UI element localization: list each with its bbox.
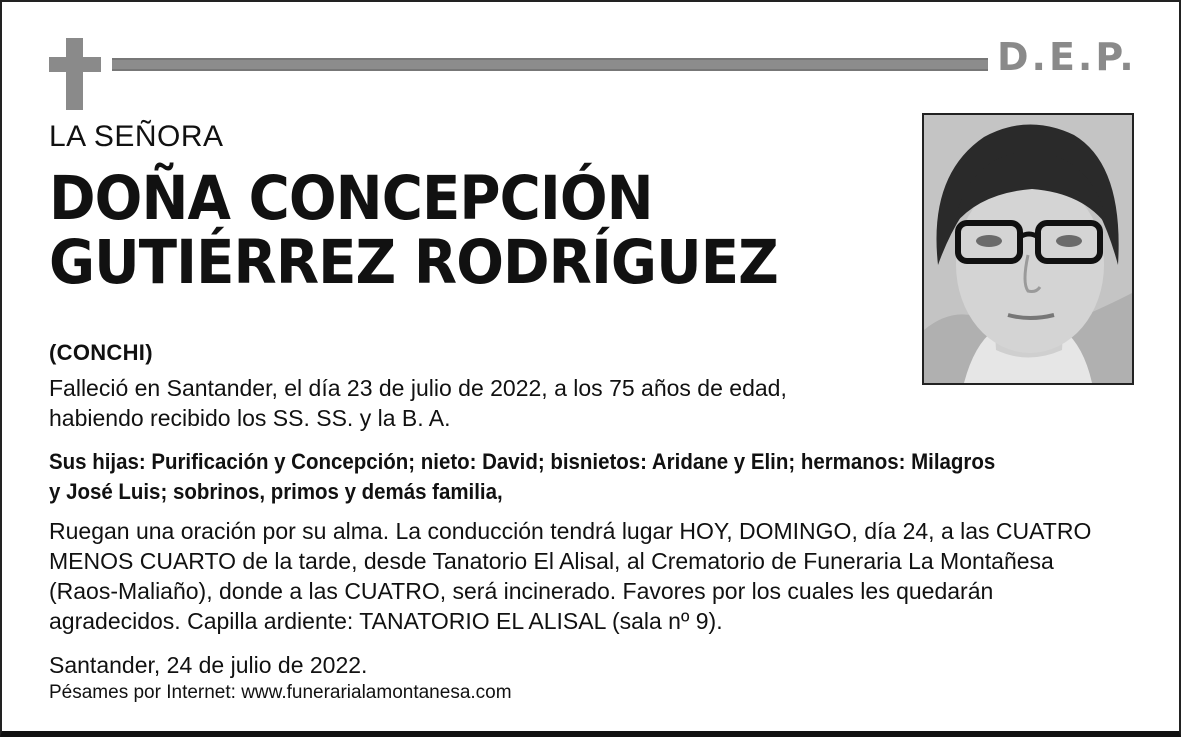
honorific-title: LA SEÑORA <box>49 120 224 153</box>
dep-label: D.E.P. <box>997 35 1137 79</box>
request-line: Ruegan una oración por su alma. La conducción tendrá lugar HOY, DOMINGO, día 24, a las CUATRO <box>49 518 1092 544</box>
header-rule <box>112 58 988 71</box>
place-date: Santander, 24 de julio de 2022. <box>49 652 368 678</box>
death-line-2: habiendo recibido los SS. SS. y la B. A. <box>49 405 451 431</box>
deceased-photo <box>922 113 1134 385</box>
cross-icon <box>49 38 101 110</box>
condolences-link: Pésames por Internet: www.funerarialamontanesa.com <box>49 682 512 703</box>
family-list <box>49 447 1100 507</box>
request-line: agradecidos. Capilla ardiente: TANATORIO EL ALISAL (sala nº 9). <box>49 608 723 634</box>
family-line-2: y José Luis; sobrinos, primos y demás familia, <box>49 479 503 504</box>
nickname: (CONCHI) <box>49 340 153 365</box>
death-line-1: Falleció en Santander, el día 23 de julio de 2022, a los 75 años de edad, <box>49 375 787 401</box>
request-line: (Raos-Maliaño), donde a las CUATRO, será incinerado. Favores por los cuales les quedarán <box>49 578 994 604</box>
death-announcement <box>49 373 909 433</box>
name-line-1: DOÑA CONCEPCIÓN <box>49 163 653 234</box>
funeral-request <box>49 516 1159 636</box>
name-line-2: GUTIÉRREZ RODRÍGUEZ <box>49 227 778 298</box>
family-line-1: Sus hijas: Purificación y Concepción; nieto: David; bisnietos: Aridane y Elin; hermanos: Milagros <box>49 449 996 474</box>
deceased-name <box>49 163 840 298</box>
request-line: MENOS CUARTO de la tarde, desde Tanatorio El Alisal, al Crematorio de Funeraria La Montañesa <box>49 548 1054 574</box>
